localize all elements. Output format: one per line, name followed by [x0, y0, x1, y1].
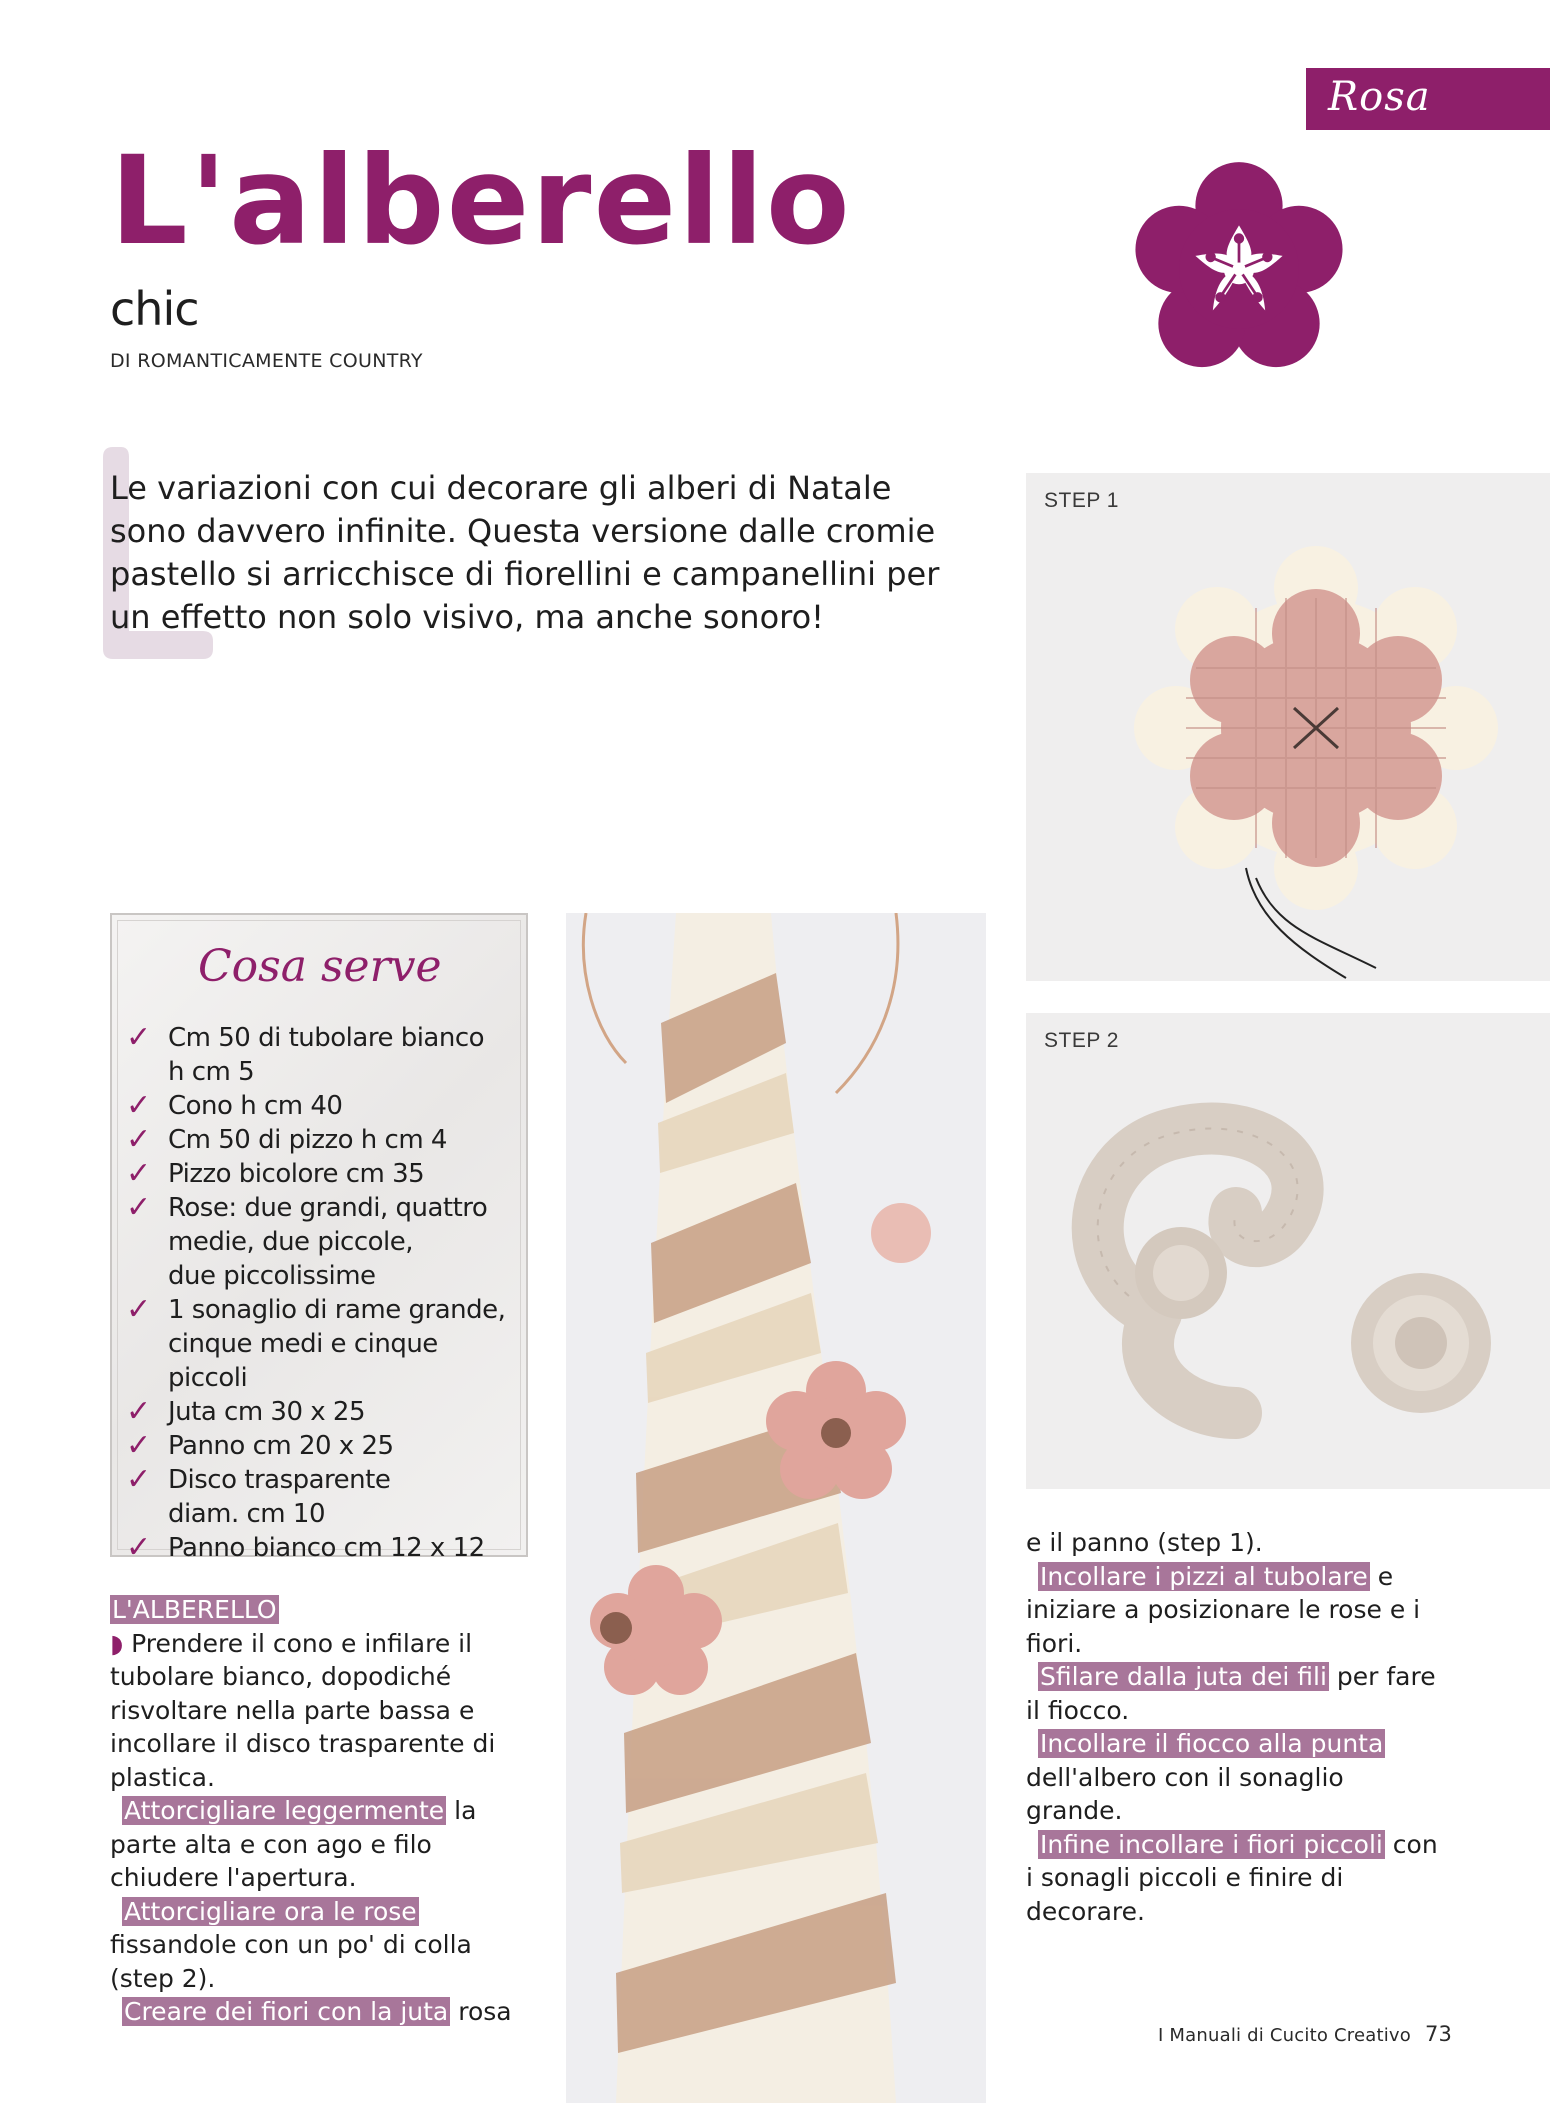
byline-author: ROMANTICAMENTE COUNTRY	[137, 350, 423, 372]
checkmark-icon: ✓	[126, 1462, 151, 1497]
page-footer	[1158, 2022, 1452, 2046]
burlap-flower-illustration	[1026, 473, 1550, 981]
magazine-name: I Manuali di Cucito Creativo	[1158, 2025, 1411, 2046]
page-title: L'alberello	[110, 130, 852, 272]
checkmark-icon: ✓	[126, 1530, 151, 1565]
step1-label: STEP 1	[1044, 489, 1119, 512]
list-item: ✓ 1 sonaglio di rame grande, cinque medi e cinque piccoli	[126, 1292, 506, 1393]
step2-photo	[1026, 1013, 1550, 1489]
checkmark-icon: ✓	[126, 1020, 151, 1055]
list-item: ✓ Panno bianco cm 12 x 12	[126, 1530, 485, 1565]
checkmark-icon: ✓	[126, 1088, 151, 1123]
byline	[110, 350, 423, 372]
materials-list	[126, 1021, 516, 1565]
checkmark-icon: ✓	[126, 1190, 151, 1225]
lace-tree-illustration	[566, 913, 986, 2103]
instruction-paragraph: Incollare il fiocco alla punta dell'albero con il sonaglio grande.	[1026, 1729, 1384, 1825]
step2-label: STEP 2	[1044, 1029, 1119, 1052]
list-item: ✓ Disco trasparente diam. cm 10	[126, 1462, 391, 1529]
instruction-paragraph: Infine incollare i fiori piccoli con i sonagli piccoli e finire di decorare.	[1026, 1829, 1438, 1926]
page-subtitle: chic	[110, 282, 199, 336]
checkmark-icon: ✓	[126, 1428, 151, 1463]
category-tag	[1306, 68, 1550, 130]
flower-emblem-icon	[1130, 160, 1348, 378]
checkmark-icon: ✓	[126, 1122, 151, 1157]
instruction-paragraph: Attorcigliare ora le rose fissandole con un po' di colla (step 2).	[110, 1896, 472, 1993]
intro-paragraph: Le variazioni con cui decorare gli alberi di Natale sono davvero infinite. Questa versione dalle cromie pastello si arricchisce di fiorellini e campanellini per un effetto non solo visivo, ma anche sonoro!	[110, 469, 940, 636]
felt-roses-illustration	[1026, 1013, 1550, 1489]
instruction-paragraph: Attorcigliare leggermente la parte alta e con ago e filo chiudere l'apertura.	[110, 1796, 477, 1892]
list-item: ✓ Rose: due grandi, quattro medie, due piccole, due piccolissime	[126, 1190, 488, 1291]
step1-photo	[1026, 473, 1550, 981]
list-item: ✓ Cono h cm 40	[126, 1088, 343, 1123]
instruction-paragraph: Sfilare dalla juta dei fili per fare il fiocco.	[1026, 1662, 1436, 1725]
tree-photo	[566, 913, 986, 2103]
checkmark-icon: ✓	[126, 1156, 151, 1191]
byline-prefix: DI	[110, 350, 131, 372]
checkmark-icon: ✓	[126, 1394, 151, 1429]
materials-title: Cosa serve	[198, 941, 442, 992]
instructions-column-left	[110, 1593, 524, 2029]
section-heading: L'ALBERELLO	[112, 1595, 277, 1624]
instructions-column-right	[1026, 1526, 1440, 1928]
category-tag-label: Rosa	[1328, 74, 1431, 120]
list-item: ✓ Cm 50 di pizzo h cm 4	[126, 1122, 447, 1157]
list-item: ✓ Cm 50 di tubolare bianco h cm 5	[126, 1020, 485, 1087]
materials-box	[110, 913, 528, 1565]
bullet-icon: ◗	[110, 1628, 124, 1658]
page-number: 73	[1424, 2022, 1453, 2046]
instruction-paragraph: Creare dei fiori con la juta rosa	[124, 1997, 512, 2026]
list-item: ✓ Pizzo bicolore cm 35	[126, 1156, 425, 1191]
instruction-paragraph: e il panno (step 1).	[1026, 1528, 1263, 1557]
instruction-paragraph: ◗ Prendere il cono e infilare il tubolare bianco, dopodiché risvoltare nella parte bassa e incollare il disco trasparente di plastica.	[110, 1628, 496, 1792]
list-item: ✓ Juta cm 30 x 25	[126, 1394, 366, 1429]
instruction-paragraph: Incollare i pizzi al tubolare e iniziare a posizionare le rose e i fiori.	[1026, 1561, 1421, 1658]
list-item: ✓ Panno cm 20 x 25	[126, 1428, 394, 1463]
checkmark-icon: ✓	[126, 1292, 151, 1327]
